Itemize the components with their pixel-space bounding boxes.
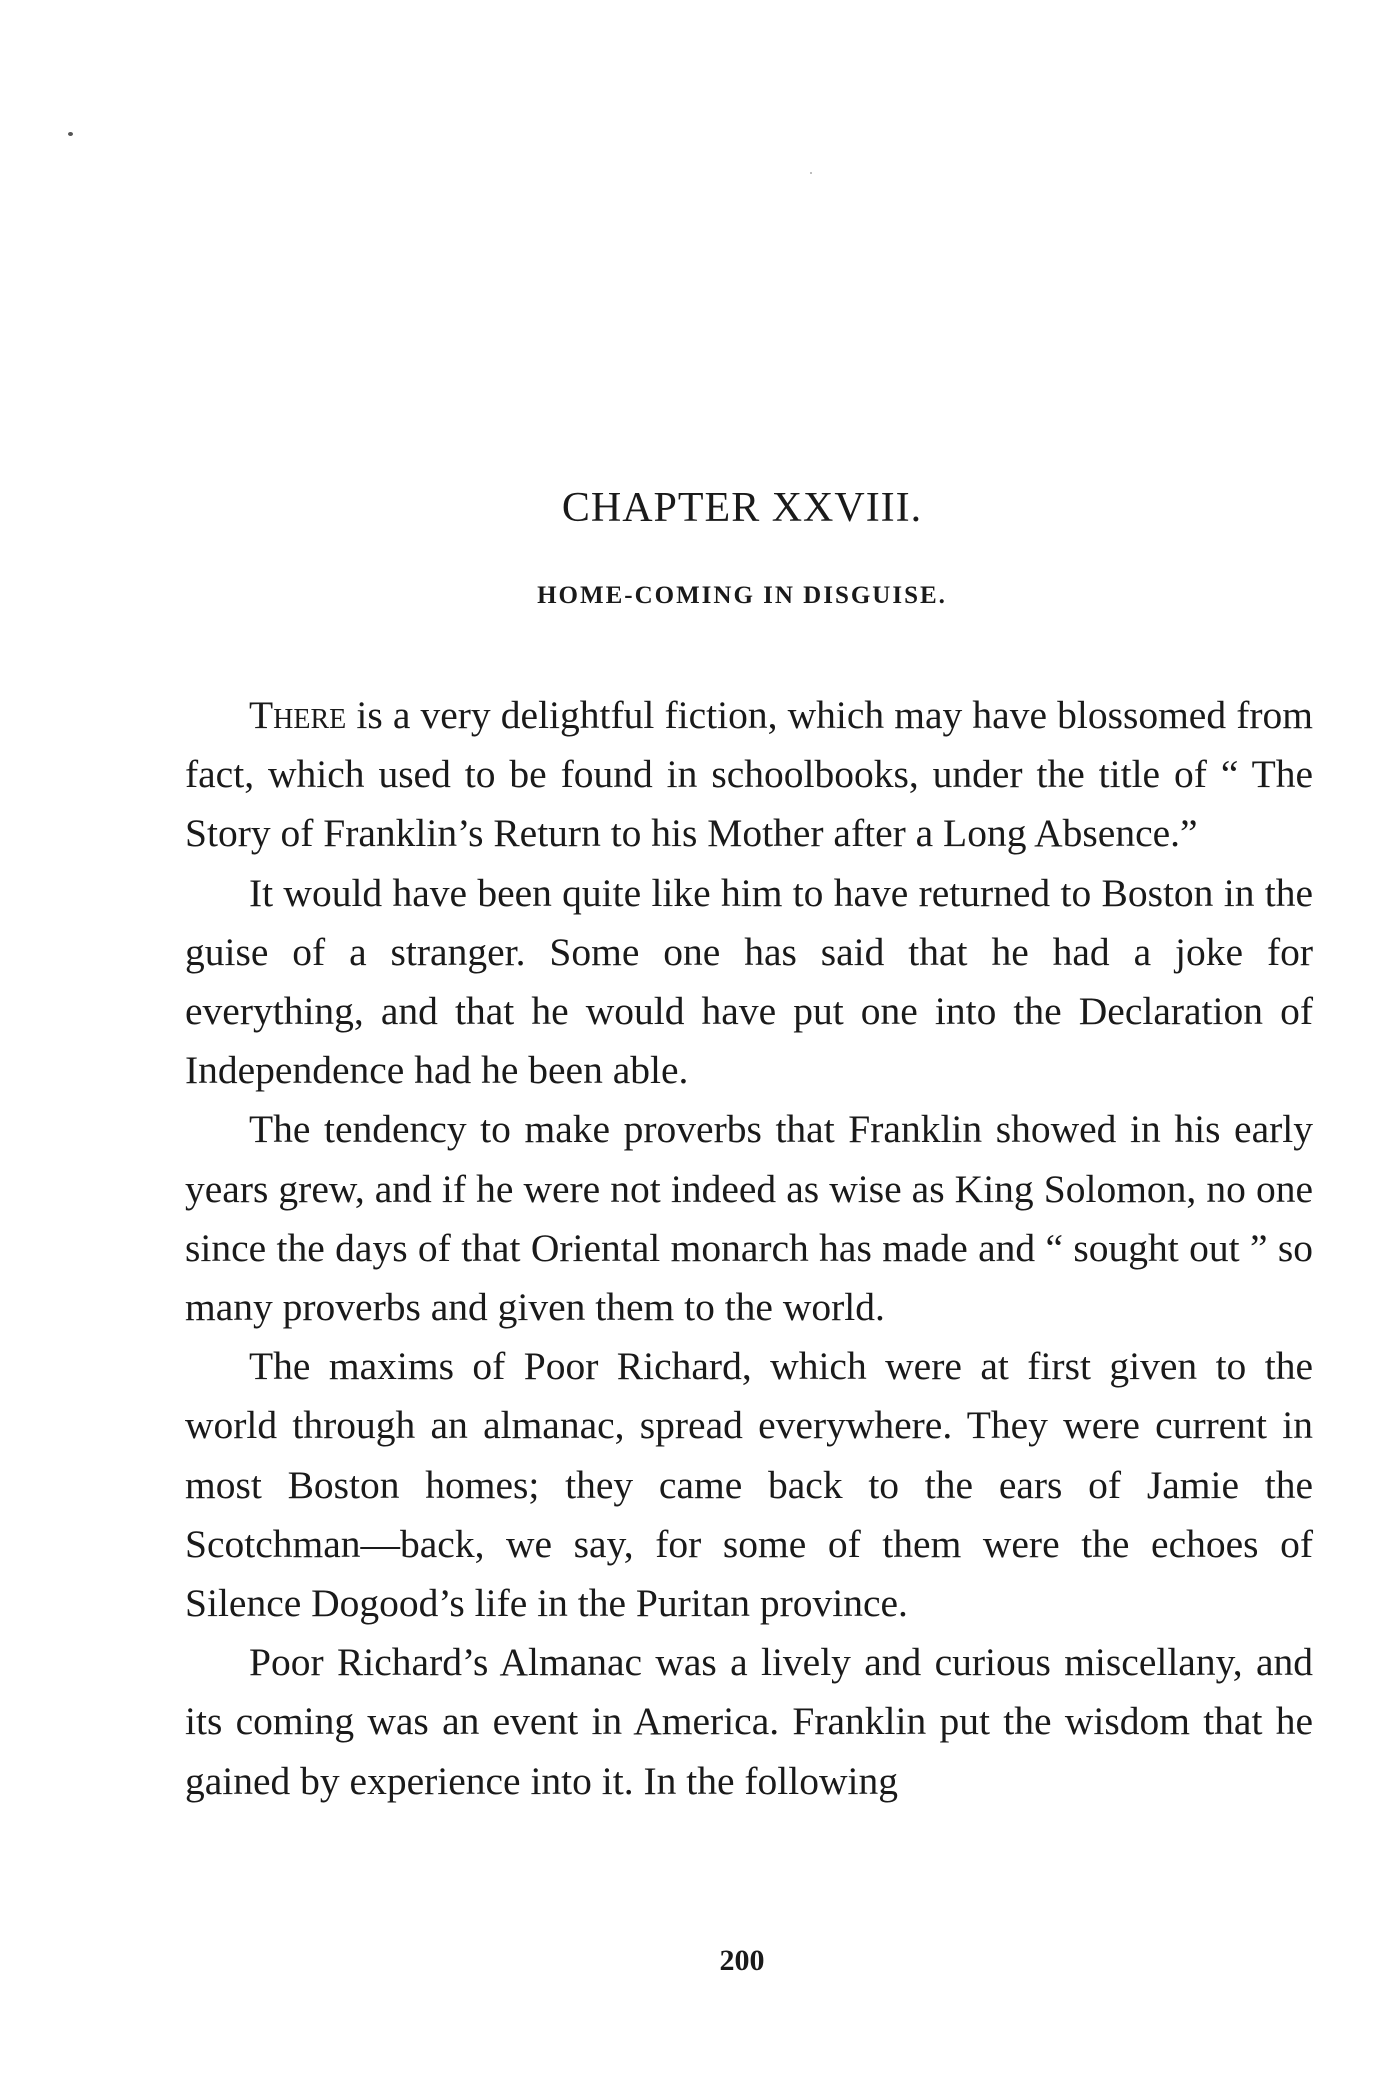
paragraph-3: The tendency to make proverbs that Franklin showed in his early years grew, and if he were not indeed as wise as King Solomon, no one since the days of that Oriental monarch has made and “ sought out ” so many proverbs and given them to the world.: [185, 1107, 1313, 1330]
chapter-title: CHAPTER XXVIII.: [561, 485, 923, 531]
paragraph-text: is a very delightful fiction, which may have blossomed from fact, which used to be found in schoolbooks, under the title of “ The Story of Franklin’s Return to his Mother after a Long Absence.”: [185, 693, 1313, 856]
paragraph-4: The maxims of Poor Richard, which were at first given to the world through an almanac, spread everywhere. They were current in most Boston homes; they came back to the ears of Jamie the Scotchman—back, we say, for some of them were the echoes of Silence Dogood’s life in the Puritan province.: [185, 1344, 1313, 1626]
paragraph-5: Poor Richard’s Almanac was a lively and curious miscellany, and its coming was an event in America. Franklin put the wisdom that he gained by experience into it. In the following: [185, 1640, 1313, 1803]
paragraph-2: It would have been quite like him to have returned to Boston in the guise of a stranger. Some one has said that he had a joke for everything, and that he would have put one into the Declaration of Independence had he been able.: [185, 870, 1313, 1093]
body-text: [185, 686, 1313, 1811]
page-number: 200: [719, 1944, 765, 1977]
paragraph-1: [185, 686, 1313, 864]
scan-speck: [810, 172, 812, 174]
paragraph-lead-word: There: [249, 693, 347, 737]
scan-speck: [68, 132, 73, 136]
chapter-subtitle: HOME-COMING IN DISGUISE.: [537, 582, 947, 609]
